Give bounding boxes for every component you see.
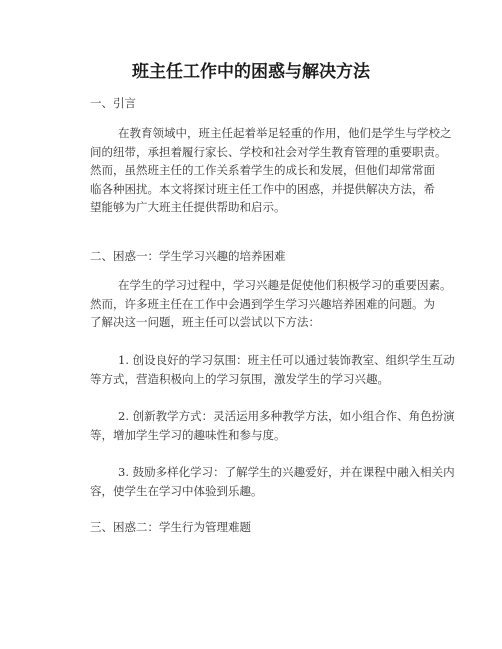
paragraph-introduction: [90, 124, 478, 217]
paragraph-line: 然而，虽然班主任的工作关系着学生的成长和发展，但他们却常常面: [90, 163, 435, 177]
paragraph-line: 3. 鼓励多样化学习：了解学生的兴趣爱好，并在课程中融入相关内: [118, 465, 455, 479]
paragraph-learning-interest: [90, 276, 478, 332]
list-item-2: [90, 407, 478, 444]
paragraph-line: 在学生的学习过程中，学习兴趣是促使他们积极学习的重要因素。: [118, 278, 452, 292]
paragraph-line: 间的纽带，承担着履行家长、学校和社会对学生教育管理的重要职责。: [90, 144, 447, 159]
section-heading-behavior-management: 三、困惑二：学生行为管理难题: [90, 520, 251, 534]
document-title: 班主任工作中的困惑与解决方法: [132, 62, 370, 82]
paragraph-line: 在教育领域中，班主任起着举足轻重的作用，他们是学生与学校之: [118, 126, 452, 140]
paragraph-line: 等方式，营造积极向上的学习氛围，激发学生的学习兴趣。: [90, 371, 389, 386]
paragraph-line: 然而，许多班主任在工作中会遇到学生学习兴趣培养困难的问题。为: [90, 296, 435, 311]
paragraph-line: 望能够为广大班主任提供帮助和启示。: [90, 200, 286, 214]
paragraph-line: 等，增加学生学习的趣味性和参与度。: [90, 427, 286, 442]
section-heading-learning-interest: 二、困惑一：学生学习兴趣的培养困难: [90, 249, 286, 263]
list-item-1: [90, 351, 478, 388]
paragraph-line: 临各种困扰。本文将探讨班主任工作中的困惑，并提供解决方法，希: [90, 181, 435, 196]
section-heading-introduction: 一、引言: [90, 96, 136, 110]
paragraph-line: 1. 创设良好的学习氛围：班主任可以通过装饰教室、组织学生互动: [118, 353, 455, 367]
paragraph-line: 了解决这一问题，班主任可以尝试以下方法：: [90, 315, 320, 329]
paragraph-line: 容，使学生在学习中体验到乐趣。: [90, 483, 263, 498]
paragraph-line: 2. 创新教学方式：灵活运用多种教学方法，如小组合作、角色扮演: [118, 409, 455, 423]
list-item-3: [90, 463, 478, 500]
